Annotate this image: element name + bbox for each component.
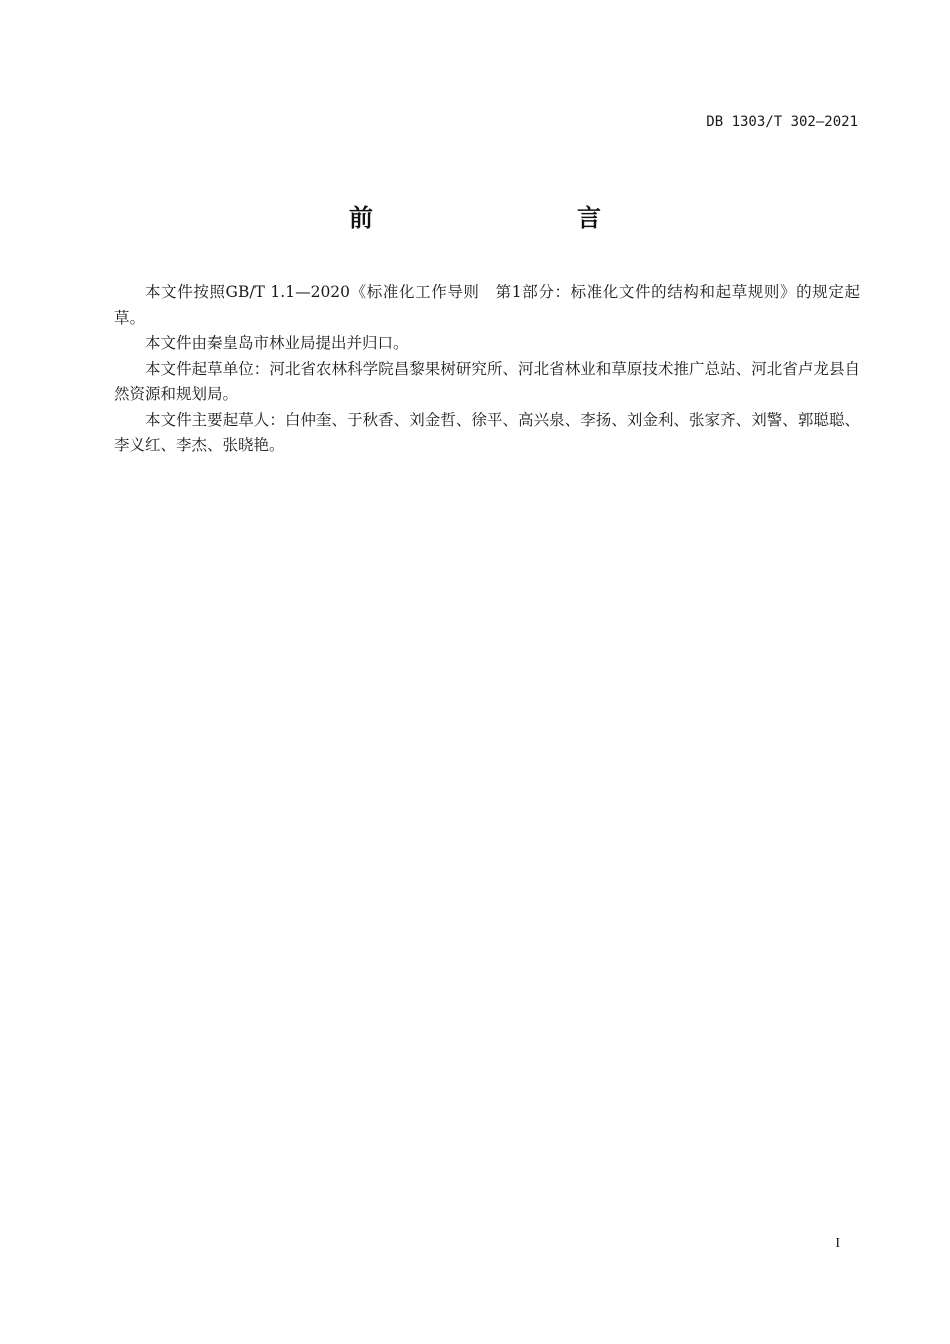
- document-code: DB 1303/T 302—2021: [706, 114, 858, 130]
- paragraph-drafting-units: 本文件起草单位：河北省农林科学院昌黎果树研究所、河北省林业和草原技术推广总站、河北省卢龙县自然资源和规划局。: [114, 359, 860, 403]
- paragraph-proposer: 本文件由秦皇岛市林业局提出并归口。: [145, 334, 409, 352]
- page-number: I: [835, 1236, 840, 1251]
- page-title: 前 言: [349, 204, 653, 232]
- foreword-body: [114, 280, 860, 459]
- paragraph-drafting-basis: 本文件按照GB/T 1.1—2020《标准化工作导则 第1部分：标准化文件的结构和起草规则》的规定起草。: [114, 283, 860, 327]
- paragraph-drafters: 本文件主要起草人：白仲奎、于秋香、刘金哲、徐平、高兴泉、李扬、刘金利、张家齐、刘警、郭聪聪、李义红、李杰、张晓艳。: [114, 410, 860, 454]
